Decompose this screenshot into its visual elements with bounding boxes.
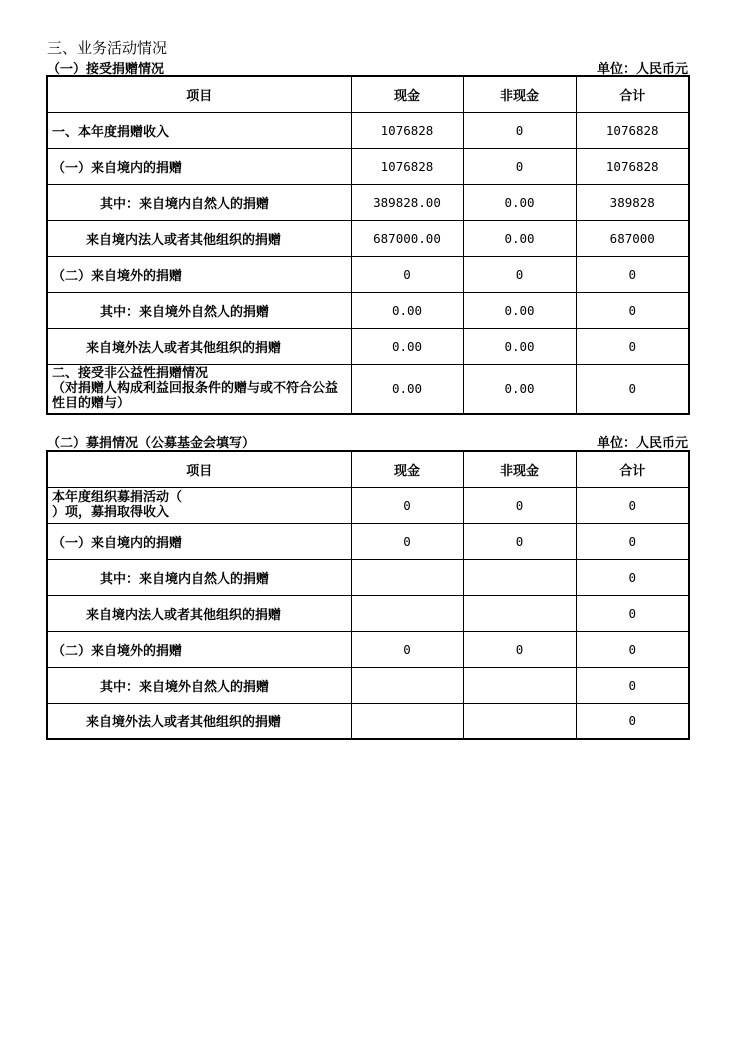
donations-table — [46, 75, 690, 415]
cash-cell — [351, 703, 463, 739]
noncash-cell — [463, 667, 576, 703]
cash-cell: 0 — [351, 631, 463, 667]
table-row — [47, 631, 689, 667]
noncash-cell: 0 — [463, 148, 576, 184]
fundraising-unit: 单位：人民币元 — [596, 436, 688, 451]
total-cell: 0 — [576, 292, 689, 328]
donations-subtitle: （一）接受捐赠情况 — [47, 62, 165, 77]
donations-unit: 单位：人民币元 — [596, 62, 688, 77]
total-cell: 0 — [576, 595, 689, 631]
total-cell: 0 — [576, 256, 689, 292]
total-cell: 687000 — [576, 220, 689, 256]
noncash-cell: 0 — [463, 487, 576, 523]
fundraising-table — [46, 450, 690, 740]
total-cell: 1076828 — [576, 112, 689, 148]
table-row — [47, 184, 689, 220]
row-label: （一）来自境内的捐赠 — [47, 148, 351, 184]
noncash-cell — [463, 595, 576, 631]
row-label: 其中：来自境内自然人的捐赠 — [47, 184, 351, 220]
cash-cell: 1076828 — [351, 112, 463, 148]
cash-cell: 0.00 — [351, 364, 463, 414]
row-label: 来自境内法人或者其他组织的捐赠 — [47, 595, 351, 631]
section-title: 三、业务活动情况 — [47, 39, 168, 57]
table-row — [47, 220, 689, 256]
table-row — [47, 328, 689, 364]
table-row — [47, 667, 689, 703]
row-label: 其中：来自境内自然人的捐赠 — [47, 559, 351, 595]
total-cell: 0 — [576, 487, 689, 523]
noncash-cell: 0 — [463, 523, 576, 559]
total-cell: 0 — [576, 523, 689, 559]
row-label: 来自境外法人或者其他组织的捐赠 — [47, 328, 351, 364]
table-row — [47, 292, 689, 328]
header-total: 合计 — [576, 76, 689, 112]
table-row — [47, 364, 689, 414]
cash-cell: 1076828 — [351, 148, 463, 184]
cash-cell: 687000.00 — [351, 220, 463, 256]
total-cell: 0 — [576, 328, 689, 364]
cash-cell — [351, 667, 463, 703]
total-cell: 0 — [576, 703, 689, 739]
row-label: （一）来自境内的捐赠 — [47, 523, 351, 559]
header-noncash: 非现金 — [463, 451, 576, 487]
fundraising-subtitle: （二）募捐情况（公募基金会填写） — [47, 436, 256, 451]
noncash-cell: 0.00 — [463, 220, 576, 256]
cash-cell: 0 — [351, 256, 463, 292]
header-item: 项目 — [47, 451, 351, 487]
header-cash: 现金 — [351, 451, 463, 487]
noncash-cell — [463, 703, 576, 739]
header-item: 项目 — [47, 76, 351, 112]
cash-cell: 0.00 — [351, 292, 463, 328]
row-label: 二、接受非公益性捐赠情况 （对捐赠人构成利益回报条件的赠与或不符合公益性目的赠与） — [47, 364, 351, 414]
total-cell: 0 — [576, 364, 689, 414]
header-total: 合计 — [576, 451, 689, 487]
table-row — [47, 256, 689, 292]
cash-cell: 0 — [351, 523, 463, 559]
table-row — [47, 703, 689, 739]
noncash-cell: 0.00 — [463, 184, 576, 220]
table-row — [47, 487, 689, 523]
header-cash: 现金 — [351, 76, 463, 112]
table-row — [47, 148, 689, 184]
row-label: （二）来自境外的捐赠 — [47, 256, 351, 292]
fundraising-subheader — [47, 432, 688, 451]
header-noncash: 非现金 — [463, 76, 576, 112]
donations-subheader — [47, 58, 688, 77]
total-cell: 389828 — [576, 184, 689, 220]
cash-cell: 389828.00 — [351, 184, 463, 220]
noncash-cell: 0 — [463, 256, 576, 292]
row-label: 本年度组织募捐活动（ ）项，募捐取得收入 — [47, 487, 351, 523]
table-header-row — [47, 451, 689, 487]
table-row — [47, 559, 689, 595]
cash-cell — [351, 595, 463, 631]
cash-cell: 0 — [351, 487, 463, 523]
total-cell: 0 — [576, 667, 689, 703]
noncash-cell: 0 — [463, 631, 576, 667]
cash-cell — [351, 559, 463, 595]
table-row — [47, 595, 689, 631]
row-label: 来自境外法人或者其他组织的捐赠 — [47, 703, 351, 739]
noncash-cell — [463, 559, 576, 595]
noncash-cell: 0.00 — [463, 364, 576, 414]
table-header-row — [47, 76, 689, 112]
row-label: （二）来自境外的捐赠 — [47, 631, 351, 667]
table-row — [47, 112, 689, 148]
table-row — [47, 523, 689, 559]
row-label: 来自境内法人或者其他组织的捐赠 — [47, 220, 351, 256]
cash-cell: 0.00 — [351, 328, 463, 364]
noncash-cell: 0.00 — [463, 292, 576, 328]
row-label: 其中：来自境外自然人的捐赠 — [47, 292, 351, 328]
noncash-cell: 0.00 — [463, 328, 576, 364]
row-label: 其中：来自境外自然人的捐赠 — [47, 667, 351, 703]
total-cell: 1076828 — [576, 148, 689, 184]
total-cell: 0 — [576, 631, 689, 667]
noncash-cell: 0 — [463, 112, 576, 148]
row-label: 一、本年度捐赠收入 — [47, 112, 351, 148]
total-cell: 0 — [576, 559, 689, 595]
